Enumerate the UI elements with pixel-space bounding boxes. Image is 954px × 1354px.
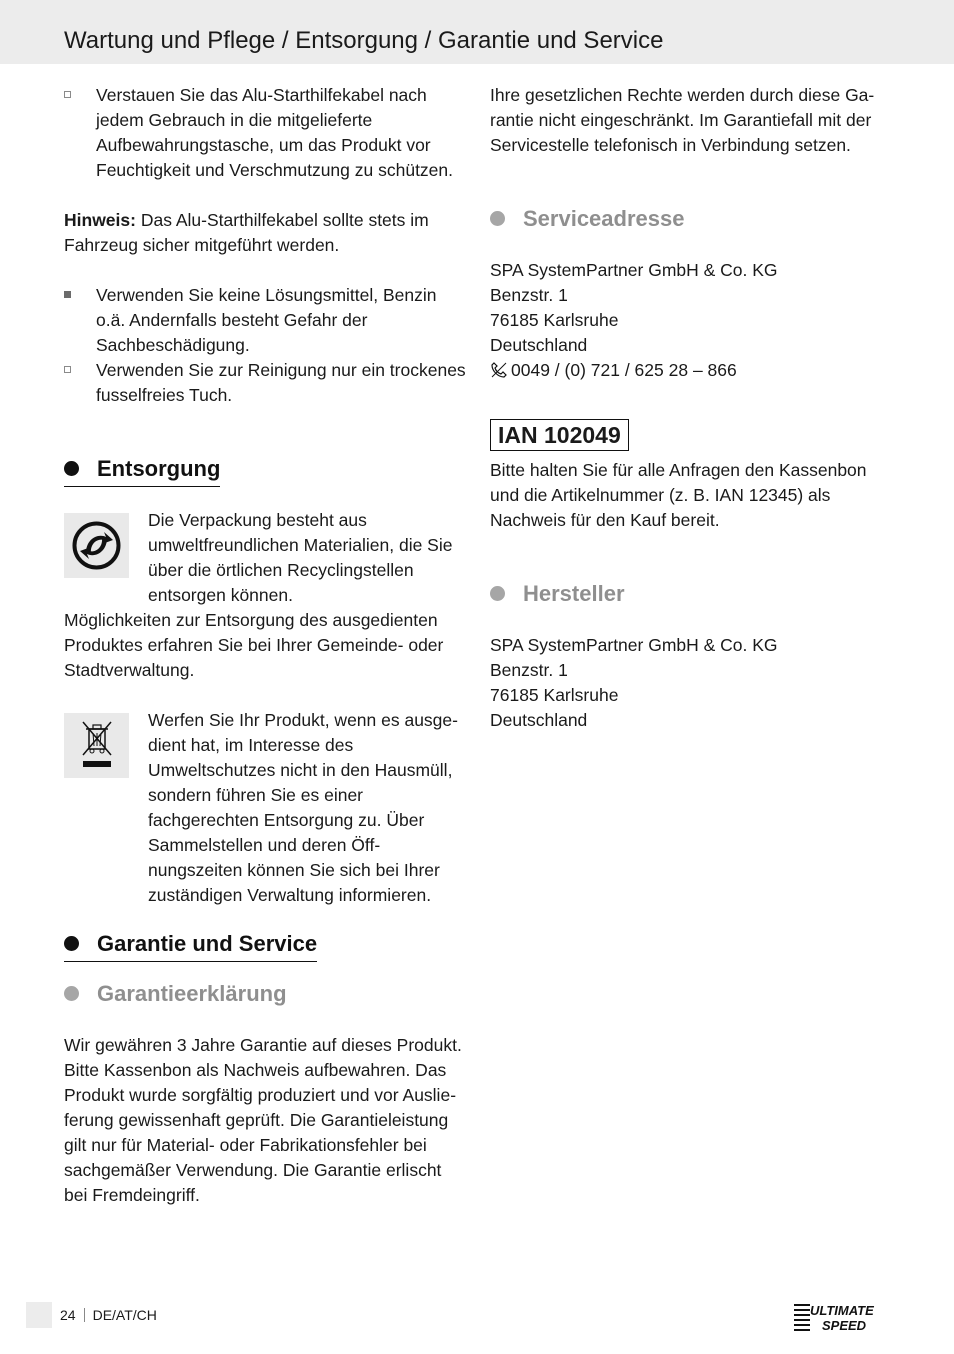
list-item [64, 83, 466, 183]
service-phone: 0049 / (0) 721 / 625 28 – 866 [511, 360, 737, 380]
bullet-hollow-icon [64, 91, 71, 98]
manufacturer-address [490, 633, 890, 733]
service-company: SPA SystemPartner GmbH & Co. KG [490, 260, 778, 280]
care-bullet-3: Verwenden Sie zur Reinigung nur ein trockenes fusselfreies Tuch. [96, 360, 466, 405]
logo-text-top: ULTIMATE [810, 1303, 874, 1318]
care-bullet-1: Verstauen Sie das Alu-Starthilfekabel nach jedem Gebrauch in die mitgelieferte Aufbewahrungstasche, um das Produkt vor Feuchtigkeit und Verschmutzung zu schützen. [96, 85, 454, 180]
list-item [64, 358, 466, 408]
manufacturer-country: Deutschland [490, 710, 588, 730]
logo-stripes [794, 1305, 810, 1330]
section-heading-warranty-declaration: Garantieerklärung [64, 979, 287, 1009]
note-label: Hinweis: [64, 210, 136, 230]
list-item [64, 283, 466, 358]
packaging-text: Die Verpackung besteht aus umweltfreundlichen Materialien, die Sie über die örtlichen Recyclingstellen entsorgen können. [148, 510, 453, 605]
note-paragraph [64, 208, 466, 258]
footer-divider [84, 1308, 85, 1322]
warranty-text: Wir gewähren 3 Jahre Garantie auf dieses Produkt. Bitte Kassenbon als Nachweis aufbewahren. Das Produkt wurde sorgfältig produziert und vor Auslieferung gewissenhaft geprüft. Die Garantieleistung gilt nur für Material- oder Fabrikationsfehler bei sachgemäßer Verwendung. Die Garantie erlischt bei Fremdeingriff. [64, 1035, 462, 1205]
bullet-filled-icon [64, 291, 71, 298]
care-bullet-2: Verwenden Sie keine Lösungsmittel, Benzin o.ä. Andernfalls besteht Gefahr der Sachbeschädigung. [96, 285, 437, 355]
heading-dot-icon [64, 461, 79, 476]
ian-note: Bitte halten Sie für alle Anfragen den Kassenbon und die Artikelnummer (z. B. IAN 12345) als Nachweis für den Kauf bereit. [490, 460, 867, 530]
page-number: 24 [60, 1307, 76, 1323]
service-address [490, 258, 890, 383]
disposal-options-text: Möglichkeiten zur Entsorgung des ausgedienten Produktes erfahren Sie bei Ihrer Gemeinde- oder Stadtverwaltung. [64, 610, 444, 680]
crossed-bin-icon [64, 713, 129, 778]
bullet-hollow-icon [64, 366, 71, 373]
heading-dot-icon [64, 936, 79, 951]
phone-icon [490, 361, 508, 379]
service-phone-line [490, 358, 890, 383]
footer-locale: DE/AT/CH [92, 1307, 157, 1323]
ultimate-speed-logo [792, 1301, 892, 1333]
green-dot-recycling-icon [64, 513, 129, 578]
manufacturer-city: 76185 Karlsruhe [490, 685, 619, 705]
service-city: 76185 Karlsruhe [490, 310, 619, 330]
heading-dot-icon [490, 586, 505, 601]
service-country: Deutschland [490, 335, 588, 355]
manufacturer-company: SPA SystemPartner GmbH & Co. KG [490, 635, 778, 655]
manufacturer-street: Benzstr. 1 [490, 660, 568, 680]
heading-dot-icon [64, 986, 79, 1001]
section-heading-manufacturer: Hersteller [490, 579, 625, 609]
section-heading-service: Serviceadresse [490, 204, 684, 234]
heading-dot-icon [490, 211, 505, 226]
logo-text-bottom: SPEED [822, 1318, 867, 1333]
service-street: Benzstr. 1 [490, 285, 568, 305]
page-title: Wartung und Pflege / Entsorgung / Garantie und Service [64, 27, 664, 54]
weee-text: Werfen Sie Ihr Produkt, wenn es ausgedient hat, im Interesse des Umweltschutzes nicht in den Hausmüll, sondern führen Sie es einer fachgerechten Entsorgung zu. Über Sammelstellen und deren Öffnungszeiten können Sie sich bei Ihrer zuständigen Verwaltung informieren. [148, 710, 458, 905]
footer [60, 1303, 157, 1327]
rights-text: Ihre gesetzlichen Rechte werden durch diese Garantie nicht eingeschränkt. Im Garantiefall mit der Servicestelle telefonisch in Verbindung setzen. [490, 85, 875, 155]
note-text: Das Alu-Starthilfekabel sollte stets im Fahrzeug sicher mitgeführt werden. [64, 210, 429, 255]
section-heading-disposal: Entsorgung [64, 454, 220, 487]
footer-marker [26, 1302, 52, 1328]
section-heading-warranty: Garantie und Service [64, 929, 317, 962]
ian-box: IAN 102049 [490, 419, 629, 451]
